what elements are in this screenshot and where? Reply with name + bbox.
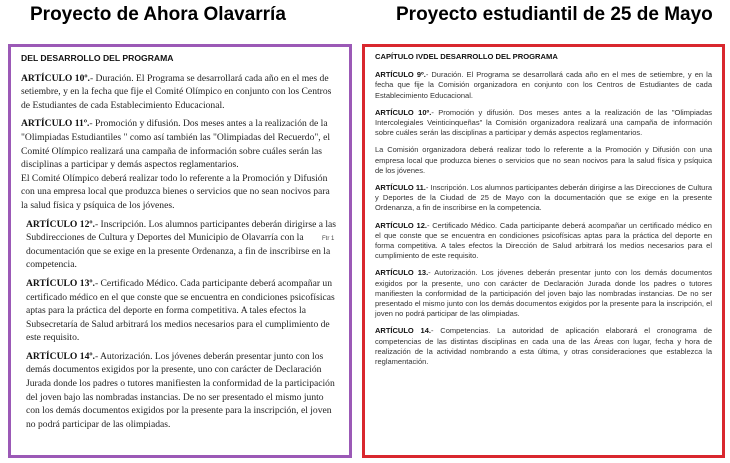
article-label: ARTÍCULO 14º. [26,350,95,362]
right-section-title: CAPÍTULO IVDEL DESARROLLO DEL PROGRAMA [375,52,558,61]
article-text: - Certificado Médico. Cada participante deberá acompañar un certificado médico en el que conste que se encuentra en condiciones psicofísicas aptas para la práctica del deporte en forma competitiva. A tales efectos la Dirección de Salud arbitrará los medios necesarios para el cumplimiento de este requisito. [375,220,712,261]
article-label: ARTÍCULO 11º. [21,118,90,130]
left-article-10 [21,72,339,113]
right-title: Proyecto estudiantil de 25 de Mayo [396,4,713,25]
article-label: ARTÍCULO 10º. [375,107,432,117]
right-article-12 [375,221,712,262]
article-text: - Inscripción. Los alumnos participantes deberán dirigirse a las Subdirecciones de Cultura y Deportes del Municipio de Olavarría con la documentación que se exige en la presente Ordenanza, a fin de inscribirse en la competencia. [26,218,337,271]
right-article-13 [375,268,712,319]
left-article-13 [21,277,339,345]
right-document [362,44,725,458]
article-text: - Duración. El Programa se desarrollará cada año en el mes de setiembre, y en la fecha que fije el Comité Olímpico en conjunto con los Centros de Estudiantes de cada Establecimiento Educacional. [21,72,332,111]
article-text: - Competencias. La autoridad de aplicación elaborará el cronograma de competencias de las distintas disciplinas en cada una de las Áreas con lugar, fecha y hora de realización de la actividad nombrando a esta última, y otras consideraciones que establezca la reglamentación. [375,326,712,367]
right-article-9 [375,70,712,101]
article-text: La Comisión organizadora deberá realizar todo lo referente a la Promoción y Difusión con una empresa local que produzca bienes o servicios que no sean nocivos para la salud física y psíquica de los jóvenes. [375,145,712,175]
article-text: - Promoción y difusión. Dos meses antes a la realización de las "Olimpiadas Intercolegiales Veinticinqueñas" la Comisión organizadora realizará una campaña de información sobre cuáles serán las disciplinas a participar y demás aspectos reglamentarios. [375,107,712,138]
article-label: ARTÍCULO 11. [375,183,426,193]
article-label: ARTÍCULO 13. [375,268,429,278]
left-article-14 [21,350,339,432]
article-label: ARTÍCULO 13º. [26,277,95,289]
left-article-11 [21,117,339,171]
article-label: ARTÍCULO 12. [375,220,427,230]
article-text: - Autorización. Los jóvenes deberán presentar junto con los demás documentos exigidos por la presente, uno con carácter de Declaración Jurada donde los padres o tutores manifiesten la conformidad de la participación del joven bajo las nombradas instancias. De no ser presentado el mismo junto con los demás documentos exigidos por la presente para la inscripción, el joven no podrá participar de las olimpiadas. [375,268,712,319]
left-section-title: DEL DESARROLLO DEL PROGRAMA [21,53,174,63]
article-text: - Certificado Médico. Cada participante deberá acompañar un certificado médico en el que conste que se encuentra en condiciones psicofísicas aptas para la práctica del deporte en forma competitiva. A tales efectos la Subsecretaría de Salud arbitrará los medios necesarios para el cumplimiento de este requisito. [26,277,335,344]
right-article-10-paragraph [375,145,712,176]
article-text: - Duración. El Programa se desarrollará cada año en el mes de setiembre, y en la fecha que fije la Comisión organizadora en conjunto con los Centros de Estudiantes de cada Establecimiento Educacional. [375,70,712,100]
right-article-11 [375,183,712,214]
article-label: ARTÍCULO 10º. [21,72,90,84]
article-label: ARTÍCULO 12º. [26,218,95,230]
right-article-14 [375,326,712,367]
article-text: - Autorización. Los jóvenes deberán presentar junto con los demás documentos exigidos por la presente, uno con carácter de Declaración Jurada donde los padres o tutores manifiesten la conformidad de la participación del joven bajo las nombradas instancias. De no ser presentado el mismo junto con los demás documentos exigidos por la presente para la inscripción, el joven no podrá participar de las olimpiadas. [26,350,335,430]
article-label: ARTÍCULO 14. [375,326,431,336]
margin-stamp: Ftr 1 [322,236,335,242]
article-text: El Comité Olímpico deberá realizar todo lo referente a la Promoción y Difusión con una empresa local que produzca bienes o servicios que no sean nocivos para la salud física y psíquica de los jóvenes. [21,172,330,211]
article-text: - Promoción y difusión. Dos meses antes a la realización de la "Olimpiadas Estudiantiles " como así también las "Olimpiadas del Recuerdo", el Comité Olímpico realizará una campaña de información sobre cuáles serán las disciplinas a participar y demás aspectos reglamentarios. [21,118,331,171]
left-article-12 [21,218,339,272]
left-document [8,44,352,458]
right-article-10 [375,108,712,139]
left-article-11-paragraph [21,172,339,213]
article-label: ARTÍCULO 9º. [375,70,426,80]
article-text: - Inscripción. Los alumnos participantes deberán dirigirse a las Direcciones de Cultura y Deportes de la Ciudad de 25 de Mayo con la documentación que se exige en la presente Ordenanza, a fin de inscribirse en la competencia. [375,183,712,213]
left-title: Proyecto de Ahora Olavarría [30,4,286,25]
